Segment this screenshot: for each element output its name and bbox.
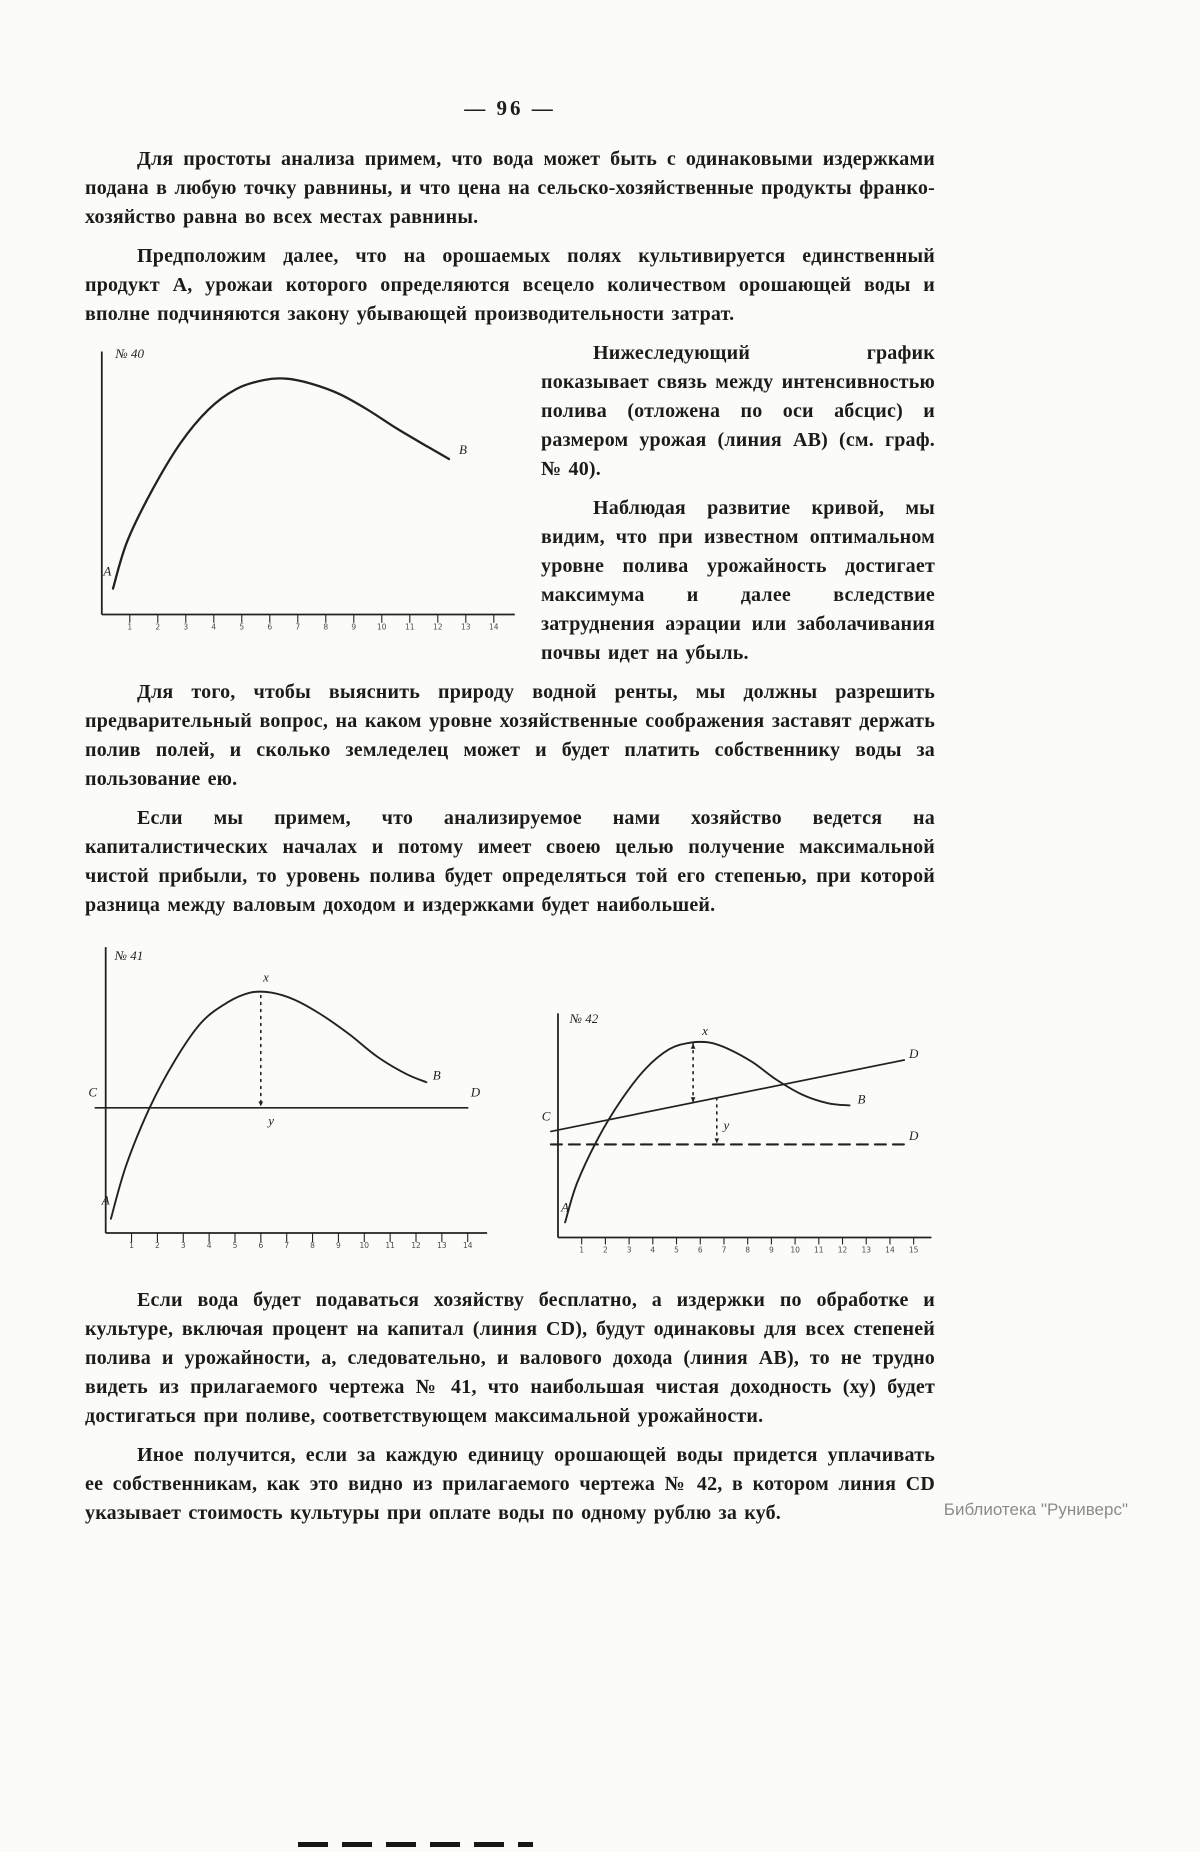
svg-text:у: у	[723, 1117, 730, 1133]
svg-text:8: 8	[310, 1241, 315, 1251]
svg-text:6: 6	[697, 1245, 703, 1255]
svg-text:12: 12	[837, 1245, 848, 1255]
paragraph-paid-water-case: Иное получится, если за каждую единицу орошающей воды придется уплачивать ее собственникам, как это видно из прилагаемого чертежа № 42, в котором линия CD указывает стоимость культуры при оплате воды по одному рублю за куб.	[85, 1444, 935, 1524]
svg-text:15: 15	[908, 1245, 919, 1255]
svg-text:С: С	[88, 1084, 98, 1100]
svg-text:7: 7	[295, 622, 301, 632]
svg-text:5: 5	[239, 622, 245, 632]
svg-text:2: 2	[155, 1241, 160, 1251]
svg-text:9: 9	[768, 1245, 774, 1255]
svg-text:8: 8	[745, 1245, 751, 1255]
svg-text:10: 10	[790, 1245, 800, 1255]
svg-text:9: 9	[351, 622, 357, 632]
svg-text:D: D	[908, 1128, 919, 1144]
svg-text:№ 42: № 42	[569, 1011, 599, 1027]
svg-text:2: 2	[155, 622, 161, 632]
svg-text:А: А	[103, 563, 112, 579]
svg-text:3: 3	[180, 1241, 186, 1251]
svg-text:7: 7	[721, 1245, 727, 1255]
svg-text:9: 9	[336, 1241, 341, 1251]
svg-text:12: 12	[411, 1241, 421, 1251]
svg-text:6: 6	[258, 1241, 264, 1251]
svg-text:14: 14	[489, 622, 499, 632]
svg-text:14: 14	[462, 1241, 473, 1251]
paragraph-free-water-case: Если вода будет подаваться хозяйству бесплатно, а издержки по обработке и культуре, включая процент на капитал (линия CD), будут одинаковы для всех степеней полива и урожайности, а, следовательно, и валового дохода (линия АВ), то не трудно видеть из прилагаемого чертежа № 41, что наибольшая чистая доходность (ху) будет достигаться при поливе, соответствующем максимальной урожайности.	[85, 1289, 935, 1427]
svg-text:10: 10	[359, 1241, 370, 1251]
svg-text:С: С	[541, 1108, 551, 1124]
paragraph-capitalist-farm: Если мы примем, что анализируемое нами хозяйство ведется на капиталистических началах и потому имеет своею целью получение максимальной чистой прибыли, то уровень полива будет определяться той его степенью, при которой разница между валовым доходом и издержками будет наибольшей.	[85, 807, 935, 916]
chart-42-paid-water	[539, 1008, 935, 1270]
svg-text:13: 13	[437, 1241, 447, 1251]
svg-text:7: 7	[284, 1241, 290, 1251]
paragraph-water-rent-question: Для того, чтобы выяснить природу водной ренты, мы должны разрешить предварительный вопрос, на каком уровне хозяйственные соображения заставят держать полив полей, и сколько земледелец может и будет платить собственнику воды за пользование ею.	[85, 681, 935, 790]
svg-text:3: 3	[183, 622, 189, 632]
library-watermark: Библиотека "Руниверс"	[943, 1500, 1128, 1519]
svg-text:10: 10	[377, 622, 387, 632]
scan-artifact-bottom	[298, 1842, 533, 1847]
svg-text:6: 6	[267, 622, 273, 632]
svg-text:В: В	[432, 1067, 441, 1083]
chart-40-yield-curve	[85, 345, 519, 643]
svg-text:14: 14	[885, 1245, 895, 1255]
svg-text:8: 8	[323, 622, 329, 632]
svg-text:2: 2	[603, 1245, 608, 1255]
svg-text:1: 1	[129, 1241, 134, 1251]
paragraph-intro-2: Предположим далее, что на орошаемых полях культивируется единственный продукт А, урожаи которого определяются всецело количеством орошающей воды и вполне подчиняются закону убывающей производительности затрат.	[85, 245, 935, 325]
svg-text:11: 11	[405, 622, 415, 632]
svg-text:В: В	[857, 1091, 866, 1107]
paragraph-intro-1: Для простоты анализа примем, что вода может быть с одинаковыми издержками подана в любую точку равнины, и что цена на сельско-хозяйственные продукты франко-хозяйство равна во всех местах равнины.	[85, 148, 935, 228]
figures-41-42-row	[85, 940, 935, 1270]
svg-text:11: 11	[385, 1241, 395, 1251]
svg-text:4: 4	[650, 1245, 656, 1255]
svg-text:4: 4	[211, 622, 217, 632]
svg-text:13: 13	[861, 1245, 872, 1255]
svg-text:А: А	[101, 1192, 110, 1208]
svg-text:3: 3	[626, 1245, 632, 1255]
svg-text:х: х	[702, 1023, 708, 1039]
svg-text:D: D	[908, 1045, 919, 1061]
svg-text:№ 41: № 41	[114, 947, 144, 963]
svg-text:х: х	[263, 969, 269, 985]
svg-text:1: 1	[579, 1245, 585, 1255]
svg-text:D: D	[470, 1084, 481, 1100]
paragraph-graph-intro: Нижеследующий график показывает связь между интенсивностью полива (отложена по оси абсцис) и размером урожая (линия АВ) (см. граф. № 40).	[541, 342, 935, 480]
svg-text:у: у	[268, 1112, 275, 1128]
svg-text:№ 40: № 40	[115, 345, 145, 361]
svg-text:1: 1	[127, 622, 133, 632]
svg-text:5: 5	[674, 1245, 679, 1255]
svg-text:13: 13	[461, 622, 471, 632]
svg-text:5: 5	[232, 1241, 238, 1251]
figure-40-section	[85, 339, 935, 794]
chart-41-free-water	[85, 940, 491, 1270]
svg-text:4: 4	[206, 1241, 212, 1251]
paragraph-curve-development: Наблюдая развитие кривой, мы видим, что при известном оптимальном уровне полива урожайность достигает максимума и далее вследствие затруднения аэрации или заболачивания почвы идет на убыль.	[541, 497, 935, 664]
svg-text:11: 11	[814, 1245, 824, 1255]
page-number: — 96 —	[464, 96, 556, 120]
svg-text:В: В	[459, 441, 467, 457]
svg-text:12: 12	[433, 622, 443, 632]
svg-text:А: А	[561, 1199, 570, 1215]
